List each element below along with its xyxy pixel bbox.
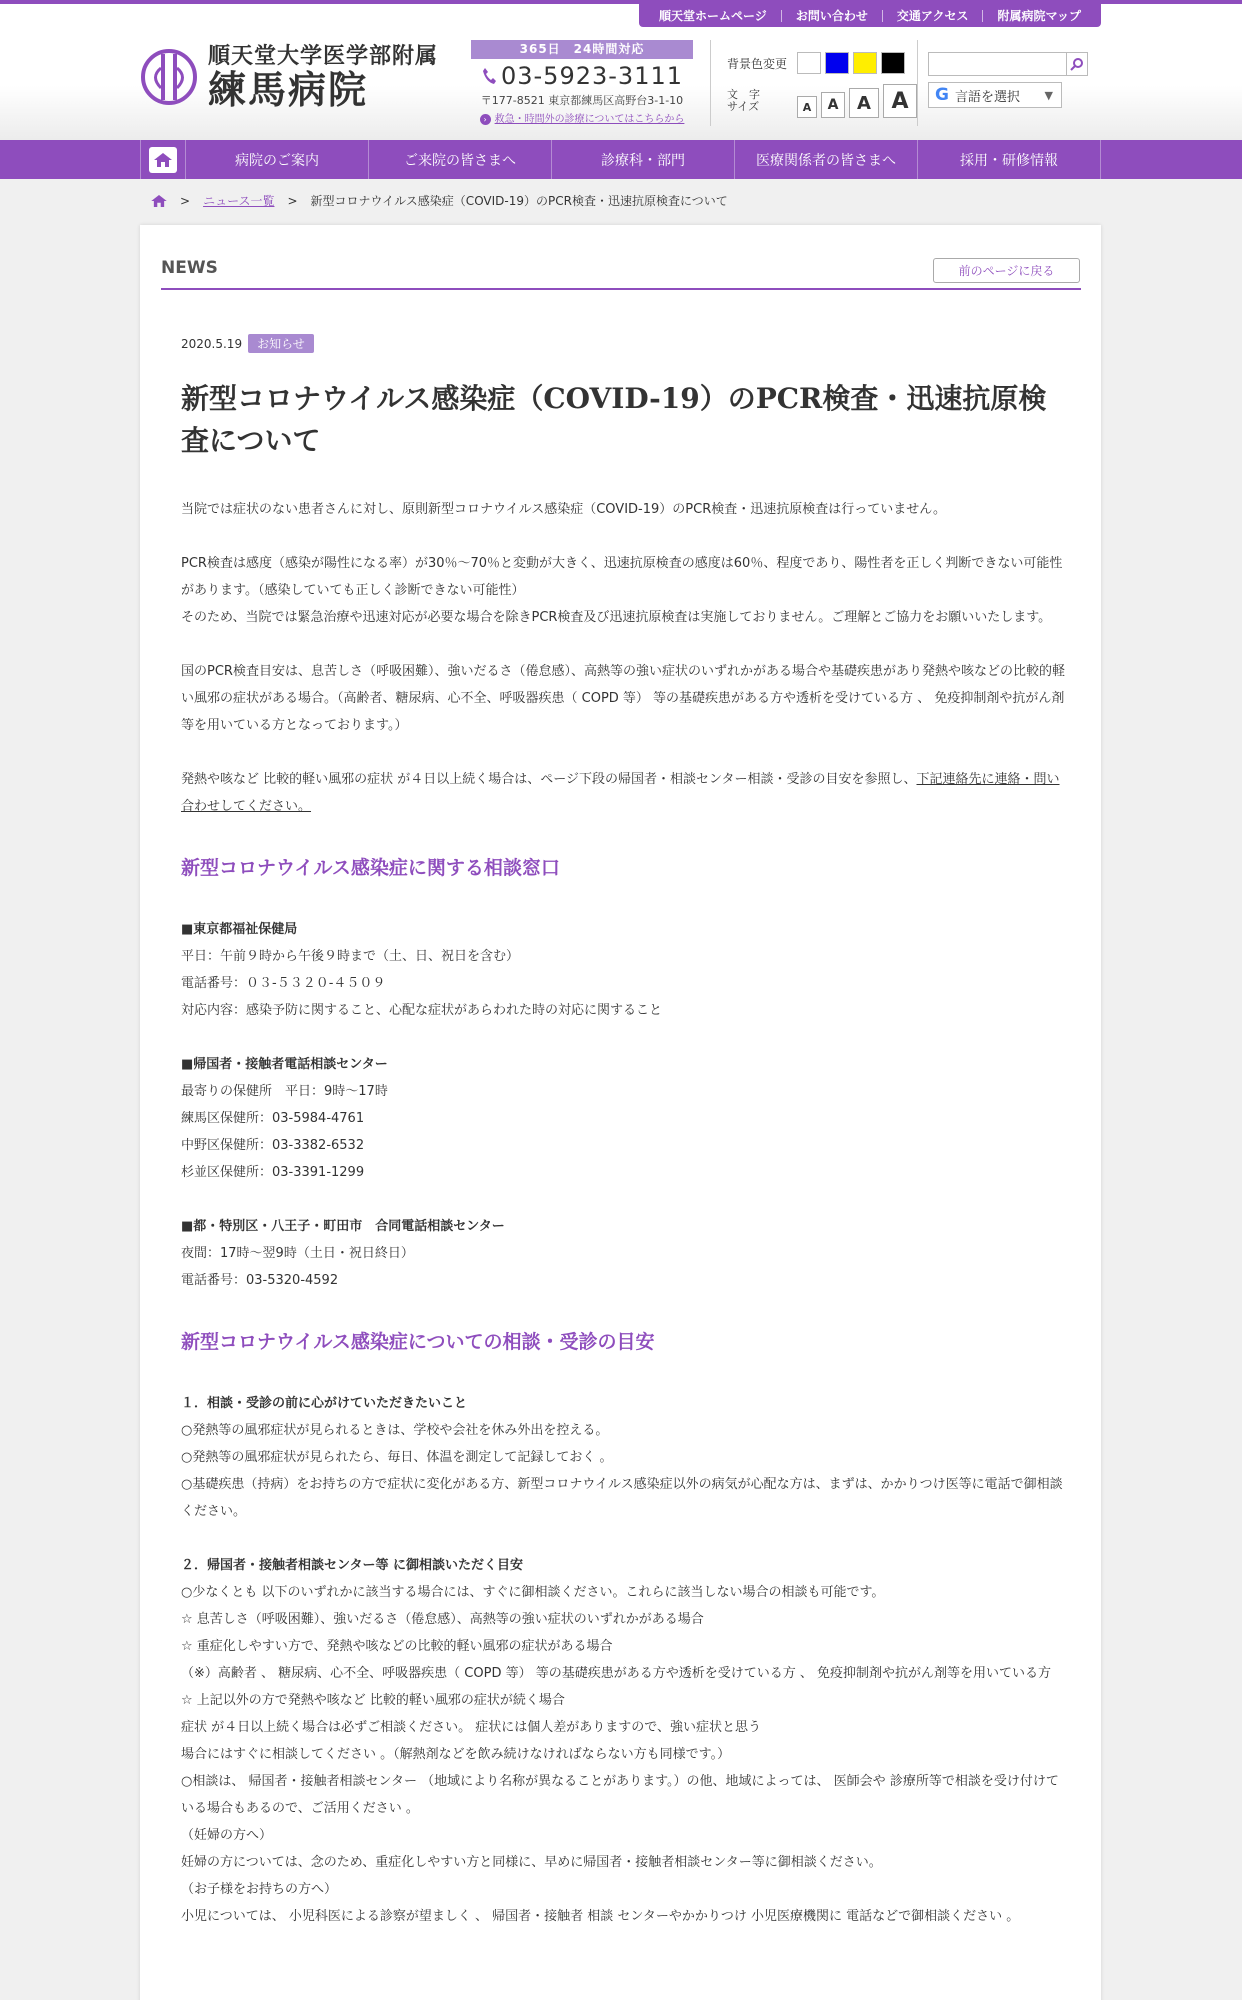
- search-button[interactable]: [1066, 52, 1088, 76]
- guideline-line: 妊婦の方については、念のため、重症化しやすい方と同様に、早めに帰国者・接触者相談センター等に御相談ください。: [181, 1855, 882, 1870]
- phone-text: 03-5923-3111: [500, 62, 683, 90]
- language-select[interactable]: [928, 82, 1062, 108]
- chevron-down-icon: ▼: [1044, 88, 1053, 102]
- article: [181, 334, 1066, 1930]
- bg-yellow-button[interactable]: [853, 52, 877, 74]
- contact-anchor-link[interactable]: 下記連絡先に連絡・問い合わせしてください。: [181, 772, 1060, 814]
- guideline-line: ○少なくとも 以下のいずれかに該当する場合には、すぐに御相談ください。これらに該当しない場合の相談も可能です。: [181, 1585, 885, 1600]
- contact-line: 対応内容：感染予防に関すること、心配な症状があらわれた時の対応に関すること: [181, 1003, 663, 1018]
- contact-line: 練馬区保健所：03-5984-4761: [181, 1111, 365, 1126]
- nav-departments[interactable]: 診療科・部門: [552, 140, 735, 179]
- emergency-link-text: 救急・時間外の診療についてはこちらから: [494, 114, 685, 125]
- phone-number[interactable]: [471, 62, 693, 90]
- font-size-medium-button[interactable]: A: [821, 92, 845, 118]
- guideline-line: ○基礎疾患（持病）をお持ちの方で症状に変化がある方、新型コロナウイルス感染症以外の病気が心配な方は、まずは、かかりつけ医等に電話で御相談ください。: [181, 1477, 1063, 1519]
- guideline-line: ☆ 息苦しさ（呼吸困難）、強いだるさ（倦怠感）、高熱等の強い症状のいずれかがある場合: [181, 1612, 704, 1627]
- nav-medical-professionals[interactable]: 医療関係者の皆さまへ: [735, 140, 918, 179]
- logo-line2: 練馬病院: [208, 68, 369, 112]
- global-nav: [0, 140, 1242, 179]
- font-size-large-button[interactable]: A: [849, 88, 879, 118]
- nav-home[interactable]: [140, 140, 186, 179]
- guideline-line: 小児については、 小児科医による診察が望ましく 、 帰国者・接触者 相談 センターやかかりつけ 小児医療機関に 電話などで御相談ください 。: [181, 1909, 1020, 1924]
- contact-title: ■東京都福祉保健局: [181, 922, 298, 937]
- subheading-guidelines: 新型コロナウイルス感染症についての相談・受診の目安: [181, 1331, 655, 1353]
- content-panel: [140, 225, 1101, 2000]
- util-link-access[interactable]: 交通アクセス: [882, 10, 983, 22]
- hospital-logo[interactable]: [140, 44, 438, 110]
- util-link-hospital-map[interactable]: 附属病院マップ: [982, 10, 1095, 22]
- emergency-link[interactable]: [471, 110, 693, 125]
- address: 〒177-8521 東京都練馬区高野台3-1-10: [480, 94, 684, 107]
- paragraph: [181, 766, 1066, 820]
- search-input[interactable]: [928, 52, 1066, 76]
- bg-blue-button[interactable]: [825, 52, 849, 74]
- article-date: 2020.5.19: [181, 336, 243, 351]
- accessibility-controls: [727, 52, 921, 118]
- home-icon[interactable]: [151, 195, 167, 207]
- category-tag: お知らせ: [248, 334, 314, 353]
- header-divider: [710, 40, 711, 126]
- guideline-line: ☆ 重症化しやすい方で、発熱や咳などの比較的軽い風邪の症状がある場合: [181, 1639, 613, 1654]
- article-title: 新型コロナウイルス感染症（COVID-19）のPCR検査・迅速抗原検査について: [181, 382, 1047, 457]
- section-rule: [161, 288, 1081, 290]
- paragraph-text: 発熱や咳など 比較的軽い風邪の症状 が４日以上続く場合は、ページ下段の帰国者・相談センター相談・受診の目安を参照し、: [181, 772, 917, 787]
- hours-badge: 365日 24時間対応: [471, 40, 693, 59]
- contact-line: 電話番号：０３-５３２０-４５０９: [181, 976, 386, 991]
- paragraph: そのため、当院では緊急治療や迅速対応が必要な場合を除きPCR検査及び迅速抗原検査は実施しておりません。ご理解とご協力をお願いいたします。: [181, 610, 1052, 625]
- section-heading: NEWS: [161, 258, 218, 278]
- breadcrumb-current: 新型コロナウイルス感染症（COVID-19）のPCR検査・迅速抗原検査について: [310, 194, 728, 208]
- breadcrumb-news-list[interactable]: ニュース一覧: [203, 194, 275, 208]
- contact-title: ■都・特別区・八王子・町田市 合同電話相談センター: [181, 1219, 505, 1234]
- guideline-line: 場合にはすぐに相談してください 。（解熱剤などを飲み続けなければならない方も同様です。）: [181, 1747, 731, 1762]
- guideline-line: （妊婦の方へ）: [181, 1828, 273, 1843]
- logo-line1: 順天堂大学医学部附属: [208, 44, 439, 69]
- google-icon: G: [935, 85, 949, 105]
- contact-block: [471, 40, 693, 125]
- contact-line: 最寄りの保健所 平日：9時～17時: [181, 1084, 388, 1099]
- font-size-small-button[interactable]: A: [797, 96, 817, 118]
- nav-visitors[interactable]: ご来院の皆さまへ: [369, 140, 552, 179]
- utility-nav: [639, 4, 1101, 27]
- guideline-line: （お子様をお持ちの方へ）: [181, 1882, 338, 1897]
- util-link-contact[interactable]: お問い合わせ: [781, 10, 882, 22]
- guideline-line: ○相談は、 帰国者・接触者相談センター （地域により名称が異なることがあります。）の他、地域によっては、 医師会や 診療所等で相談を受け付けている場合もあるので、ご活用ください 。: [181, 1774, 1059, 1816]
- subheading-consultation: 新型コロナウイルス感染症に関する相談窓口: [181, 857, 560, 879]
- breadcrumb: [151, 192, 728, 209]
- font-size-label-1: 文 字: [727, 88, 760, 101]
- guideline-line: 症状 が４日以上続く場合は必ずご相談ください。 症状には個人差がありますので、強い症状と思う: [181, 1720, 762, 1735]
- guideline-title: １．相談・受診の前に心がけていただきたいこと: [181, 1396, 468, 1411]
- back-button[interactable]: 前のページに戻る: [933, 258, 1080, 283]
- guideline-line: ○発熱等の風邪症状が見られるときは、学校や会社を休み外出を控える。: [181, 1423, 609, 1438]
- guideline-title: ２．帰国者・接触者相談センター等 に御相談いただく目安: [181, 1558, 524, 1573]
- guideline-line: ☆ 上記以外の方で発熱や咳など 比較的軽い風邪の症状が続く場合: [181, 1693, 565, 1708]
- paragraph: 国のPCR検査目安は、息苦しさ（呼吸困難）、強いだるさ（倦怠感）、高熱等の強い症状のいずれかがある場合や基礎疾患があり発熱や咳などの比較的軽い風邪の症状がある場合。（高齢者、糖尿病、心不全、呼吸器疾患（ COPD 等） 等の基礎疾患がある方や透析を受けている方 、 免疫抑制剤や抗がん剤等を用いている方となっております。）: [181, 664, 1065, 733]
- language-select-label: 言語を選択: [954, 89, 1020, 105]
- contact-line: 夜間：17時～翌9時（土日・祝日終日）: [181, 1246, 414, 1261]
- logo-mark-icon: [140, 48, 198, 106]
- bg-white-button[interactable]: [797, 52, 821, 74]
- nav-recruitment[interactable]: 採用・研修情報: [918, 140, 1101, 179]
- search-icon: [1070, 57, 1084, 71]
- paragraph: PCR検査は感度（感染が陽性になる率）が30％～70％と変動が大きく、迅速抗原検査の感度は60％、程度であり、陽性者を正しく判断できない可能性があります。（感染していても正しく診断できない可能性）: [181, 556, 1063, 598]
- breadcrumb-separator: >: [287, 193, 298, 208]
- phone-icon: [481, 67, 497, 85]
- bg-color-label: 背景色変更: [727, 56, 788, 71]
- article-body: [181, 496, 1066, 1930]
- guideline-line: ○発熱等の風邪症状が見られたら、毎日、体温を測定して記録しておく 。: [181, 1450, 613, 1465]
- util-link-juntendo-home[interactable]: 順天堂ホームページ: [659, 8, 767, 23]
- site-search: [928, 52, 1088, 76]
- arrow-right-icon: ›: [480, 114, 491, 125]
- contact-line: 平日：午前９時から午後９時まで（土、日、祝日を含む）: [181, 949, 520, 964]
- guideline-line: （※）高齢者 、 糖尿病、心不全、呼吸器疾患（ COPD 等） 等の基礎疾患がある方や透析を受けている方 、 免疫抑制剤や抗がん剤等を用いている方: [181, 1666, 1051, 1681]
- contact-line: 電話番号：03-5320-4592: [181, 1273, 339, 1288]
- breadcrumb-separator: >: [180, 193, 191, 208]
- nav-about[interactable]: 病院のご案内: [186, 140, 369, 179]
- contact-title: ■帰国者・接触者電話相談センター: [181, 1057, 388, 1072]
- font-size-label-2: サイズ: [727, 100, 760, 113]
- contact-line: 杉並区保健所：03-3391-1299: [181, 1165, 365, 1180]
- font-size-xlarge-button[interactable]: A: [883, 84, 917, 118]
- home-icon: [154, 153, 172, 167]
- paragraph: 当院では症状のない患者さんに対し、原則新型コロナウイルス感染症（COVID-19）のPCR検査・迅速抗原検査は行っていません。: [181, 502, 947, 517]
- contact-line: 中野区保健所：03-3382-6532: [181, 1138, 365, 1153]
- bg-black-button[interactable]: [881, 52, 905, 74]
